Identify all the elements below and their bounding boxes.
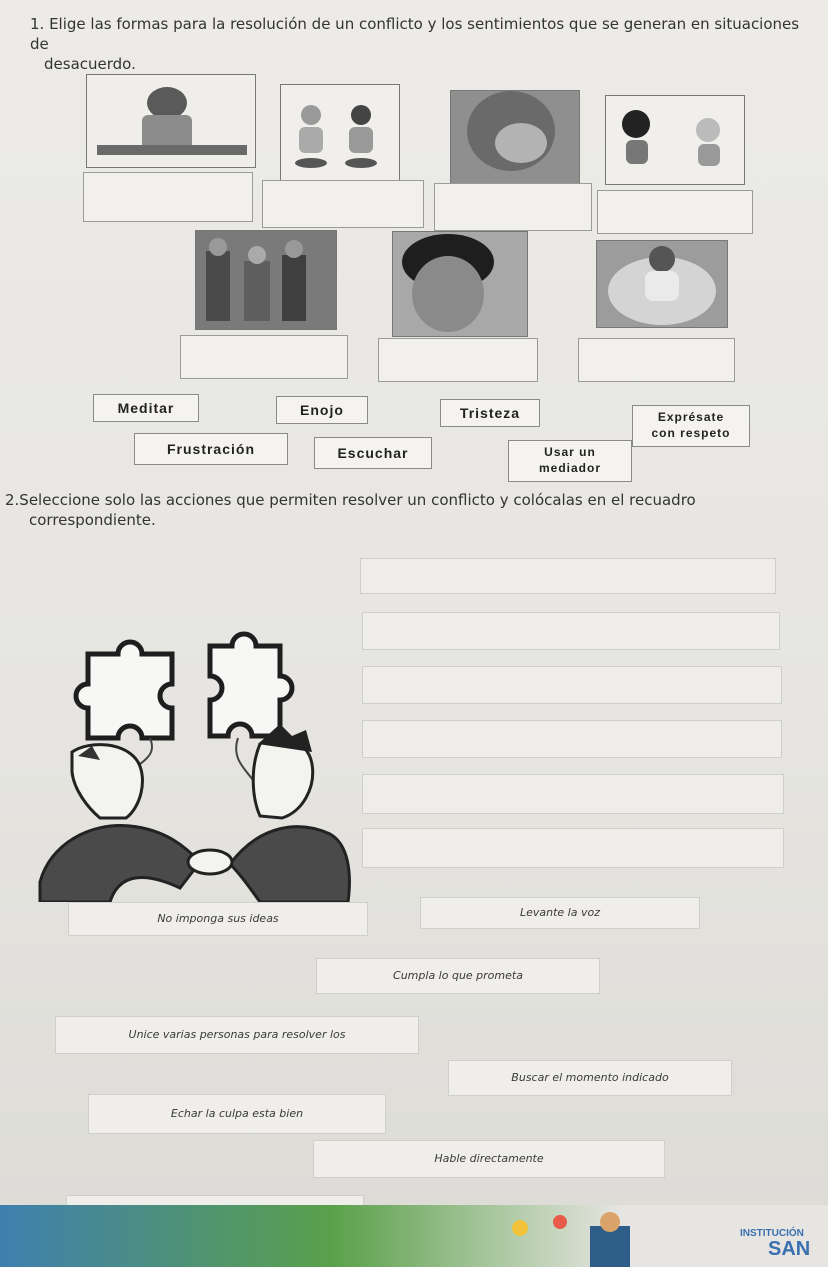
footer-institution-line2: SAN <box>768 1238 811 1260</box>
photo-two-cartoon-kids <box>280 84 400 182</box>
group-children-illustration <box>196 231 336 329</box>
answer-line-5[interactable] <box>362 774 784 814</box>
footer-banner <box>0 1205 828 1267</box>
footer-flowers-illustration <box>500 1208 660 1267</box>
word-expresate-line2: con respeto <box>651 426 731 440</box>
answer-box-row1-2[interactable] <box>262 180 424 228</box>
two-kids-illustration <box>281 85 399 181</box>
answer-box-row1-1[interactable] <box>83 172 253 222</box>
action-unice-varias-personas[interactable]: Unice varias personas para resolver los <box>55 1016 419 1054</box>
action-buscar-momento-indicado[interactable]: Buscar el momento indicado <box>448 1060 732 1096</box>
question-2-line1: 2.Seleccione solo las acciones que permiten resolver un conflicto y colócalas en el recuadro <box>5 491 696 509</box>
word-mediador-line2: mediador <box>538 461 601 475</box>
cartoon-kids-illustration <box>606 96 744 184</box>
word-expresate-con-respeto[interactable] <box>632 405 750 447</box>
word-tristeza[interactable]: Tristeza <box>440 399 540 427</box>
action-echar-la-culpa[interactable]: Echar la culpa esta bien <box>88 1094 386 1134</box>
puzzle-piece-left-icon <box>76 642 172 738</box>
photo-group-of-children <box>195 230 337 330</box>
question-1 <box>30 14 820 74</box>
puzzle-handshake-illustration <box>30 612 355 902</box>
question-1-line2: desacuerdo. <box>44 55 136 73</box>
word-mediador-line1: Usar un <box>544 445 596 459</box>
handshake-icon <box>188 850 232 874</box>
word-expresate-line1: Exprésate <box>657 410 725 424</box>
answer-line-4[interactable] <box>362 720 782 758</box>
child-on-table-illustration <box>87 75 255 167</box>
child-covering-eyes-illustration <box>451 91 579 183</box>
photo-boy-portrait <box>392 231 528 337</box>
word-escuchar[interactable]: Escuchar <box>314 437 432 469</box>
answer-line-6[interactable] <box>362 828 784 868</box>
answer-box-row2-2[interactable] <box>378 338 538 382</box>
action-levante-la-voz[interactable]: Levante la voz <box>420 897 700 929</box>
answer-box-row1-4[interactable] <box>597 190 753 234</box>
question-1-line1: 1. Elige las formas para la resolución de un conflicto y los sentimientos que se generan en situaciones de <box>30 15 800 53</box>
word-enojo[interactable]: Enojo <box>276 396 368 424</box>
answer-box-row2-3[interactable] <box>578 338 735 382</box>
right-person-figure <box>230 724 349 902</box>
puzzle-piece-right-icon <box>210 634 292 736</box>
word-frustracion[interactable]: Frustración <box>134 433 288 465</box>
action-no-imponga-ideas[interactable]: No imponga sus ideas <box>68 902 368 936</box>
answer-box-row1-3[interactable] <box>434 183 592 231</box>
action-cumpla-lo-que-prometa[interactable]: Cumpla lo que prometa <box>316 958 600 994</box>
question-2 <box>5 490 823 530</box>
photo-cartoon-kids-talking <box>605 95 745 185</box>
answer-line-2[interactable] <box>362 612 780 650</box>
question-2-line2: correspondiente. <box>29 511 156 529</box>
answer-line-1[interactable] <box>360 558 776 594</box>
word-usar-un-mediador[interactable] <box>508 440 632 482</box>
footer-institution-line1: INSTITUCIÓN <box>740 1228 804 1239</box>
photo-person-meditating <box>596 240 728 328</box>
answer-line-3[interactable] <box>362 666 782 704</box>
meditating-illustration <box>597 241 727 327</box>
photo-child-on-table <box>86 74 256 168</box>
answer-box-row2-1[interactable] <box>180 335 348 379</box>
word-meditar[interactable]: Meditar <box>93 394 199 422</box>
left-person-figure <box>40 745 200 902</box>
action-hable-directamente[interactable]: Hable directamente <box>313 1140 665 1178</box>
photo-child-covering-eyes <box>450 90 580 184</box>
boy-portrait-illustration <box>393 232 527 336</box>
